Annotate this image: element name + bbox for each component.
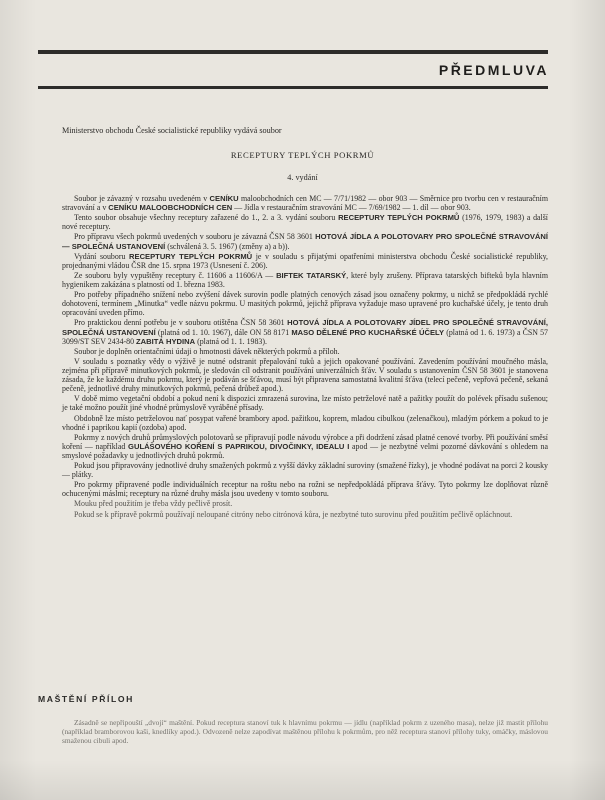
paragraph: Soubor je závazný v rozsahu uvedeném v CENÍKU maloobchodních cen MC — 7/71/1982 — obor 903 — Směrnice pro tvorbu cen v restauračním stravování a v CENÍKU MALOOBCHODNÍCH CEN — Jídla v restauračním stravování MC — 7/69/1982 — 1. díl — obor 903.: [62, 194, 548, 213]
heading-rule: [38, 86, 548, 89]
paragraph: V souladu s poznatky vědy o výživě je nutné odstranit přepalování tuků a jejich opakované používání. Zavedením používání moučného másla, zejména při přípravě minutkových pokrmů, je sledován cíl odstranit používání univerzálních šťáv. V souladu s ustanovením ČSN 58 3601 je stanovena zásada, že ke každému druhu pokrmu, který je podáván se šťávou, musí být připravena samostatná kvalitní šťáva (telecí pečeně, vepřová pečeně, sekaná pečeně, jednotlivé druhy minutkových pokrmů, pečená drůbež apod.).: [62, 356, 548, 394]
paragraph: V době mimo vegetační období a pokud není k dispozici zmrazená surovina, lze místo petrželové natě a pažitky použít do polévek přísadu sušenou; je také možno použít jiné vhodné průmyslově vyráběné přísady.: [62, 394, 548, 413]
paragraph: Soubor je doplněn orientačními údaji o hmotnosti dávek některých pokrmů a příloh.: [74, 346, 340, 356]
paragraph: Pokrmy z nových druhů průmyslových polotovarů se připravují podle návodu výrobce a při dodržení zásad platné cenové tvorby. Při používání směsí koření — například GULÁŠOVÉHO KOŘENÍ S PAPRIKOU, DIVOČINKY, IDEALU I apod — je nezbytné velmi pozorné dávkování s ohledem na smyslové požadavky u jednotlivých druhů pokrmů.: [62, 432, 548, 461]
paragraph: Pro praktickou denní potřebu je v souboru otištěna ČSN 58 3601 HOTOVÁ JÍDLA A POLOTOVARY JÍDEL PRO SPOLEČNÉ STRAVOVÁNÍ, SPOLEČNÁ USTANOVENÍ (platná od 1. 10. 1967), dále ON 58 8171 MASO DĚLENÉ PRO KUCHAŘSKÉ ÚČELY (platná od 1. 6. 1973) a ČSN 57 3099/ST SEV 2434-80 ZABITÁ HYDINA (platná od 1. 1. 1983).: [62, 318, 548, 346]
paragraph: Pro potřeby případného snížení nebo zvýšení dávek surovin podle platných cenových zásad jsou označeny pokrmy, u nichž se předpokládá rychlé dohotovení, termínem „Minutka“ vedle názvu pokrmu. U masitých pokrmů, jejichž příprava vyžaduje maso upravené pro kuchařské účely, je tento druh opracování uveden přímo.: [62, 290, 548, 318]
collection-title: RECEPTURY TEPLÝCH POKRMŮ: [230, 150, 375, 160]
page-heading: PŘEDMLUVA: [438, 62, 549, 78]
paragraph: Ze souboru byly vypuštěny receptury č. 11606 a 11606/A — BIFTEK TATARSKÝ, které byly zrušeny. Příprava tatarských bifteků byla hlavním hygienikem zakázána s platností od 1. března 1983.: [62, 270, 549, 289]
section-body: [62, 718, 548, 746]
paragraph: Pro přípravu všech pokrmů uvedených v souboru je závazná ČSN 58 3601 HOTOVÁ JÍDLA A POLOTOVARY PRO SPOLEČNÉ STRAVOVÁNÍ — SPOLEČNÁ USTANOVENÍ (schválená 3. 5. 1967) (změny a) a b)).: [62, 232, 549, 251]
page-shadow: [0, 760, 605, 800]
paragraph: Pokud se k přípravě pokrmů používají neloupané citróny nebo citrónová kůra, je nezbytné tuto surovinu před použitím pečlivě opláchnout.: [74, 509, 513, 519]
intro-line: Ministerstvo obchodu České socialistické republiky vydává soubor: [62, 126, 282, 135]
edition-line: 4. vydání: [287, 173, 318, 182]
paragraph: Mouku před použitím je třeba vždy pečlivě prosít.: [74, 499, 233, 509]
paragraph: Pro pokrmy připravené podle individuálních receptur na roštu nebo na rožni se nepředpokládá příprava šťávy. Tyto pokrmy lze doplňovat různě ochucenými máslmi; receptury na různé druhy másla jsou uvedeny v tomto souboru.: [62, 480, 548, 499]
paragraph: Tento soubor obsahuje všechny receptury zařazené do 1., 2. a 3. vydání souboru RECEPTURY TEPLÝCH POKRMŮ (1976, 1979, 1983) a další nové receptury.: [62, 213, 549, 232]
section-title: MAŠTĚNÍ PŘÍLOH: [38, 694, 134, 704]
top-rule: [38, 50, 548, 54]
preface-body: [62, 194, 548, 520]
paragraph: Vydání souboru RECEPTURY TEPLÝCH POKRMŮ je v souladu s přijatými opatřeními ministerstva obchodu České socialistické republiky, projednanými vládou ČSR dne 15. srpna 1973 (Usnesení č. 206).: [62, 251, 548, 270]
paragraph: Pokud jsou připravovány jednotlivé druhy smažených pokrmů z vyšší dávky základní suroviny (smažené řízky), je vhodné podávat na porci 2 kousky — plátky.: [62, 461, 548, 480]
paragraph: Zásadně se nepřipouští „dvojí“ maštění. Pokud receptura stanoví tuk k hlavnímu pokrmu — jídlu (například pokrm z uzeného masa), nelze již mastit přílohu (například bramborovou kaši, knedlíky apod.). Odvozeně nelze zapodívat maštěnou přílohu k pokrmům, pro něž receptura stanoví přílohy tuky, omáčky, máslovou smaženou cibuli apod.: [62, 718, 548, 746]
paragraph: Obdobně lze místo petrželovou nať posypat vařené brambory apod. pažitkou, koprem, mladou cibulkou (zelenačkou), mladým pórkem a pokud to je vhodné i paprikou kapií (ozdoba) apod.: [62, 413, 548, 432]
